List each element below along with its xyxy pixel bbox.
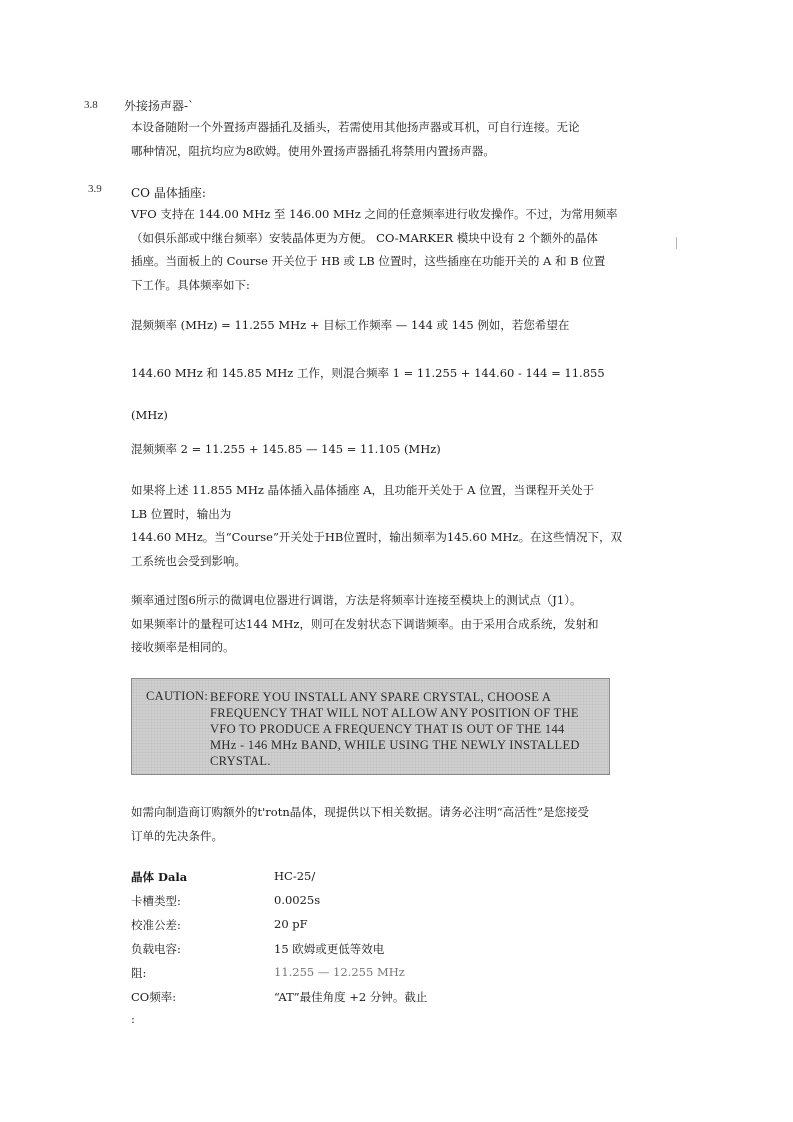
caution-line: CRYSTAL. xyxy=(210,754,271,768)
paragraph-line: 下工作。具体频率如下: xyxy=(131,277,250,292)
caution-label: CAUTION: xyxy=(146,689,209,703)
section-number-3-8: 3.8 xyxy=(84,99,98,111)
formula-line-4: 混频频率 2 = 11.255 + 145.85 — 145 = 11.105 (MHz) xyxy=(131,442,441,456)
section-3-9-body xyxy=(131,203,618,297)
formula-line-1: 混频频率 (MHz) = 11.255 MHz + 目标工作频率 — 144 或 145 例如，若您希望在 xyxy=(131,318,570,332)
margin-mark xyxy=(676,237,677,249)
crystal-key: 晶体 Dala xyxy=(131,870,188,884)
paragraph-line: 如需向制造商订购额外的t'rotn晶体，现提供以下相关数据。请务必注明“高活性”是您接受 xyxy=(131,805,589,819)
paragraph-line: 144.60 MHz。当“Course”开关处于HB位置时，输出频率为145.60 MHz。在这些情况下，双 xyxy=(131,530,623,544)
crystal-key: 校准公差: xyxy=(131,918,181,932)
caution-line: MHz - 146 MHz BAND, WHILE USING THE NEWLY INSTALLED xyxy=(210,738,580,752)
paragraph-line: 哪种情况，阻抗均应为8欧姆。使用外置扬声器插孔将禁用内置扬声器。 xyxy=(131,143,495,158)
section-title-external-speaker: 外接扬声器-` xyxy=(124,99,195,113)
caution-line: BEFORE YOU INSTALL ANY SPARE CRYSTAL, CHOOSE A xyxy=(210,690,552,704)
paragraph-line: 订单的先决条件。 xyxy=(131,828,223,843)
crystal-key: 负载电容: xyxy=(131,942,181,956)
crystal-key: 阻: xyxy=(131,966,147,980)
crystal-value: 20 pF xyxy=(274,917,308,931)
tuning-paragraph xyxy=(131,589,598,660)
crystal-value: “AT”最佳角度 +2 分钟。截止 xyxy=(274,990,428,1004)
section-title-crystal-socket: CO 晶体插座: xyxy=(131,186,206,200)
install-paragraph xyxy=(131,479,622,573)
caution-box xyxy=(131,678,610,775)
paragraph-line: 如果频率计的量程可达144 MHz，则可在发射状态下调谐频率。由于采用合成系统，发射和 xyxy=(131,616,599,631)
formula-line-2: 144.60 MHz 和 145.85 MHz 工作，则混合频率 1 = 11.255 + 144.60 - 144 = 11.855 xyxy=(131,366,605,380)
paragraph-line: 工系统也会受到影响。 xyxy=(131,553,246,568)
crystal-key: CO频率: xyxy=(131,990,177,1004)
crystal-value: HC-25/ xyxy=(274,869,316,883)
paragraph-line: 接收频率是相同的。 xyxy=(131,640,235,654)
caution-text xyxy=(210,689,595,769)
paragraph-line: 频率通过图6所示的微调电位器进行调谐，方法是将频率计连接至模块上的测试点（J1）。 xyxy=(131,593,582,607)
order-paragraph xyxy=(131,801,589,848)
crystal-value: 11.255 — 12.255 MHz xyxy=(274,965,405,979)
crystal-value: 15 欧姆或更低等效电 xyxy=(274,942,385,956)
paragraph-line: （如俱乐部或中继台频率）安装晶体更为方便。 CO-MARKER 模块中设有 2 个额外的晶体 xyxy=(131,230,598,245)
paragraph-line: 如果将上述 11.855 MHz 晶体插入晶体插座 A，且功能开关处于 A 位置，当课程开关处于 xyxy=(131,483,595,497)
paragraph-line: VFO 支持在 144.00 MHz 至 146.00 MHz 之间的任意频率进行收发操作。不过，为常用频率 xyxy=(131,207,618,221)
section-3-8-body xyxy=(131,116,580,163)
caution-line: VFO TO PRODUCE A FREQUENCY THAT IS OUT OF THE 144 xyxy=(210,722,565,736)
crystal-key: 卡槽类型: xyxy=(131,894,181,908)
paragraph-line: 本设备随附一个外置扬声器插孔及插头，若需使用其他扬声器或耳机，可自行连接。无论 xyxy=(131,120,580,134)
section-number-3-9: 3.9 xyxy=(88,183,102,195)
crystal-key: : xyxy=(131,1012,135,1026)
formula-line-3: (MHz) xyxy=(131,408,168,422)
caution-line: FREQUENCY THAT WILL NOT ALLOW ANY POSITION OF THE xyxy=(210,706,579,720)
paragraph-line: 插座。当面板上的 Course 开关位于 HB 或 LB 位置时，这些插座在功能开关的 A 和 B 位置 xyxy=(131,254,606,268)
paragraph-line: LB 位置时，输出为 xyxy=(131,506,232,521)
crystal-value: 0.0025s xyxy=(274,893,321,907)
